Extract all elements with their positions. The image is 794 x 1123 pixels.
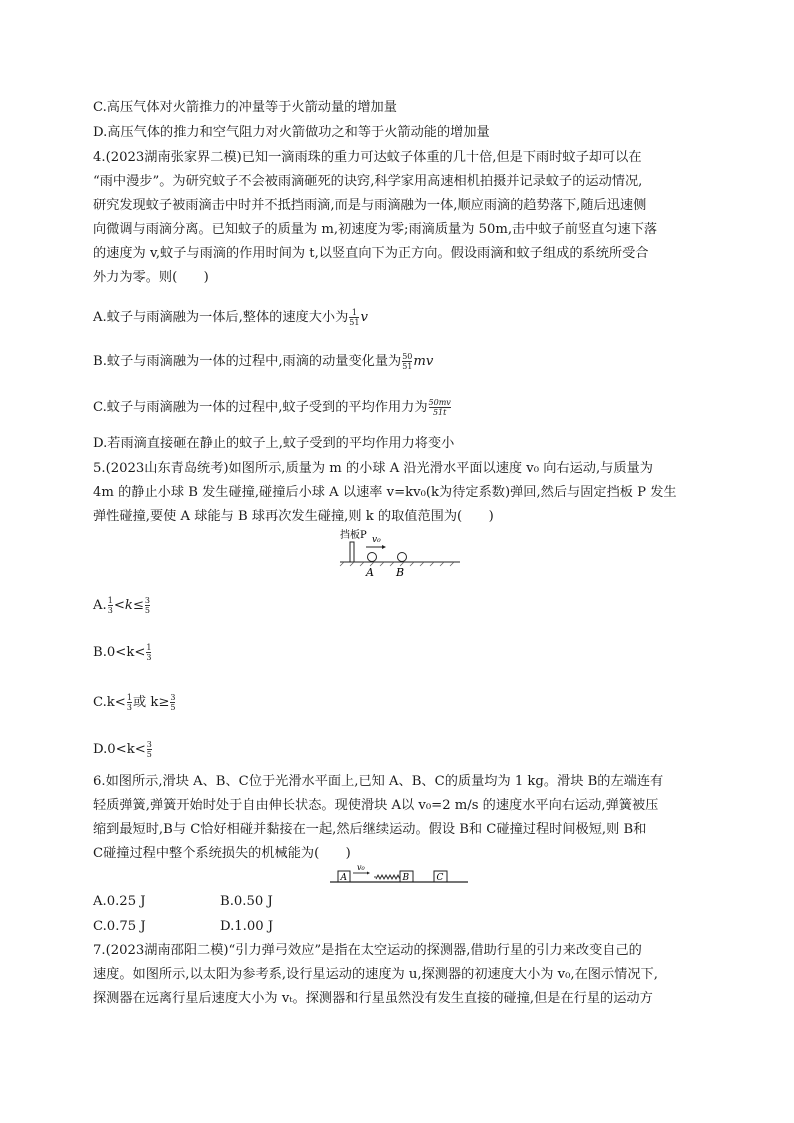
arrow-head bbox=[367, 872, 370, 875]
q5-stem-line-1: 5.(2023山东青岛统考)如图所示,质量为 m 的小球 A 沿光滑水平面以速度 v₀ 向右运动,与质量为 bbox=[93, 461, 653, 476]
q4-option-d: D.若雨滴直接砸在静止的蚊子上,蚊子受到的平均作用力将变小 bbox=[93, 436, 455, 451]
label-a: A bbox=[340, 873, 347, 883]
q6-option-c: C.0.75 J bbox=[93, 919, 146, 934]
q3-option-d: D.高压气体的推力和空气阻力对火箭做功之和等于火箭动能的增加量 bbox=[93, 125, 490, 140]
label-c: C bbox=[436, 873, 444, 883]
q6-stem-line-4: C碰撞过程中整个系统损失的机械能为( ) bbox=[93, 846, 351, 861]
q7-stem-line-3: 探测器在远离行星后速度大小为 vₜ。探测器和行星虽然没有发生直接的碰撞,但是在行星的运动方 bbox=[93, 991, 653, 1006]
q6-option-b: B.0.50 J bbox=[220, 894, 273, 909]
baffle-p bbox=[350, 542, 354, 562]
baffle-label: 挡板P bbox=[340, 530, 367, 541]
q4-stem-line-1: 4.(2023湖南张家界二模)已知一滴雨珠的重力可达蚊子体重的几十倍,但是下雨时蚊子却可以在 bbox=[93, 150, 642, 165]
q6-figure bbox=[328, 861, 472, 887]
fraction: $\frac{3}{5}$ bbox=[170, 693, 176, 712]
fraction: $\frac{1}{3}$ bbox=[126, 693, 132, 712]
fraction: $\frac{1}{3}$ bbox=[107, 596, 113, 615]
q6-stem-line-1: 6.如图所示,滑块 A、B、C位于光滑水平面上,已知 A、B、C的质量均为 1 kg。滑块 B的左端连有 bbox=[93, 774, 664, 789]
fraction: $\frac{3}{5}$ bbox=[144, 596, 150, 615]
q4-option-c: C.蚊子与雨滴融为一体的过程中,蚊子受到的平均作用力为 $\frac{50mv}{51t}$ bbox=[93, 398, 451, 417]
q4-option-a: A.蚊子与雨滴融为一体后,整体的速度大小为 $\frac{1}{51}$ v bbox=[93, 308, 368, 327]
q6-option-a: A.0.25 J bbox=[93, 894, 146, 909]
q6-stem-line-2: 轻质弹簧,弹簧开始时处于自由伸长状态。现使滑块 A以 v₀=2 m/s 的速度水平向右运动,弹簧被压 bbox=[93, 798, 659, 813]
q4-stem-line-6: 外力为零。则( ) bbox=[93, 270, 209, 285]
arrow-head bbox=[382, 545, 386, 549]
fraction: $\frac{3}{5}$ bbox=[146, 740, 152, 759]
q4-stem-line-3: 研究发现蚊子被雨滴击中时并不抵挡雨滴,而是与雨滴融为一体,顺应雨滴的趋势落下,随后迅速侧 bbox=[93, 198, 647, 213]
q5-stem-line-3: 弹性碰撞,要使 A 球能与 B 球再次发生碰撞,则 k 的取值范围为( ) bbox=[93, 509, 494, 524]
label-a: A bbox=[366, 566, 374, 578]
ball-b bbox=[398, 553, 407, 562]
q5-option-b: B.0<k< $\frac{1}{3}$ bbox=[93, 643, 152, 662]
velocity-label: v₀ bbox=[372, 535, 381, 545]
q7-stem-line-2: 速度。如图所示,以太阳为参考系,设行星运动的速度为 u,探测器的初速度大小为 v₀,在图示情况下, bbox=[93, 967, 658, 982]
label-b: B bbox=[402, 873, 410, 883]
q4-stem-line-5: 的速度为 v,蚊子与雨滴的作用时间为 t,以竖直向下为正方向。假设雨滴和蚊子组成的系统所受合 bbox=[93, 246, 649, 261]
velocity-label: v₀ bbox=[357, 863, 365, 872]
spring bbox=[376, 875, 400, 879]
q5-figure bbox=[338, 526, 462, 578]
q5-option-a: A. $\frac{1}{3}$ <k≤ $\frac{3}{5}$ bbox=[93, 596, 150, 615]
q4-stem-line-4: 向微调与雨滴分离。已知蚊子的质量为 m,初速度为零;雨滴质量为 50m,击中蚊子前竖直匀速下落 bbox=[93, 222, 658, 237]
q3-option-c: C.高压气体对火箭推力的冲量等于火箭动量的增加量 bbox=[93, 100, 397, 115]
fraction: $\frac{50mv}{51t}$ bbox=[428, 398, 451, 417]
fraction: $\frac{50}{51}$ bbox=[402, 352, 413, 371]
fraction: $\frac{1}{3}$ bbox=[146, 643, 152, 662]
q6-stem-line-3: 缩到最短时,B与 C恰好相碰并黏接在一起,然后继续运动。假设 B和 C碰撞过程时间极短,则 B和 bbox=[93, 822, 647, 837]
q5-stem-line-2: 4m 的静止小球 B 发生碰撞,碰撞后小球 A 以速率 v=kv₀(k为待定系数)弹回,然后与固定挡板 P 发生 bbox=[93, 485, 677, 500]
q6-option-d: D.1.00 J bbox=[220, 919, 274, 934]
ball-a bbox=[368, 553, 377, 562]
q4-option-b: B.蚊子与雨滴融为一体的过程中,雨滴的动量变化量为 $\frac{50}{51}$ mv bbox=[93, 352, 434, 371]
q5-option-c: C.k< $\frac{1}{3}$ 或 k≥ $\frac{3}{5}$ bbox=[93, 693, 176, 712]
fraction: $\frac{1}{51}$ bbox=[349, 308, 360, 327]
label-b: B bbox=[396, 566, 405, 578]
q7-stem-line-1: 7.(2023湖南邵阳二模)“引力弹弓效应”是指在太空运动的探测器,借助行星的引力来改变自己的 bbox=[93, 943, 642, 958]
q5-option-d: D.0<k< $\frac{3}{5}$ bbox=[93, 740, 152, 759]
q4-stem-line-2: “雨中漫步”。为研究蚊子不会被雨滴砸死的诀窍,科学家用高速相机拍摄并记录蚊子的运动情况, bbox=[93, 174, 643, 189]
